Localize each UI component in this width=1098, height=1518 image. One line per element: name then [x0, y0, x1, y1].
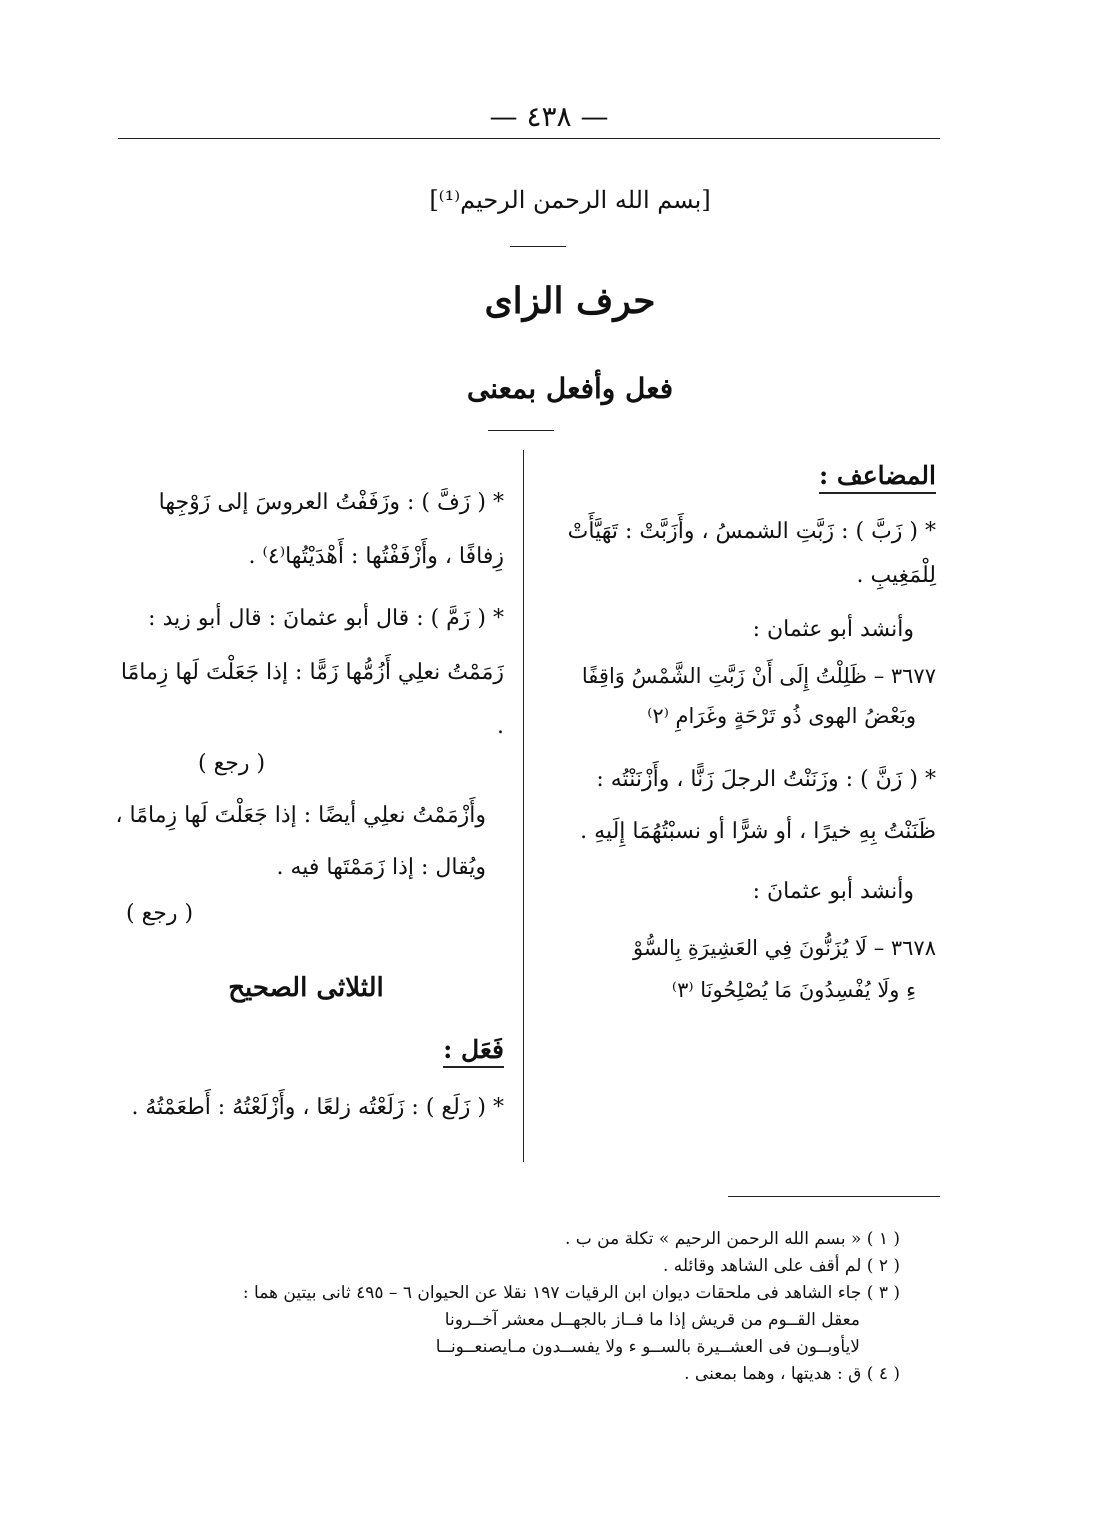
entry-zabba: * ( زَبَّ ) : زَبَّتِ الشمسُ ، وأَزَبَّتْ : تَهَيَّأَتْ لِلْمَغِيبِ . [567, 519, 936, 588]
subheading-thulathi-sahih: الثلاثى الصحيح [228, 973, 384, 1003]
verse-3678-second: ءِ ولَا يُفْسِدُونَ مَا يُصْلِحُونَا ⁽٣⁾ [671, 978, 916, 1002]
footnote-3: ( ٣ ) جاء الشاهد فى ملحقات ديوان ابن الرقيات ١٩٧ نقلا عن الحيوان ٦ – ٤٩٥ ثانى بيتين هما : [242, 1283, 900, 1303]
entry-zanna: * ( زَنَّ ) : وزَنَنْتُ الرجلَ زَنًّا ، وأَزْنَنْتُه : ظَنَنْتُ بِهِ خيرًا ، أو شرًّا أو نسبْتُهُمَا إِلَيهِ . [580, 767, 936, 844]
footnote-rule [728, 1196, 940, 1197]
verse-3678-first: ٣٦٧٨ – لَا يُزَنُّونَ فِي العَشِيرَةِ بِالسُّوْ [633, 936, 936, 960]
reference-raja-1: ( رجع ) [198, 751, 266, 776]
form-heading-faala [108, 1034, 504, 1066]
title-separator [510, 246, 566, 247]
footnote-3-verse-1: معقل القــوم من قريش إذا ما فــاز بالجهــل معشر آخــرونا [444, 1310, 860, 1330]
verse-3677-second: وبَعْضُ الهوى ذُو تَرْحَةٍ وغَرَامِ ⁽٢⁾ [647, 704, 916, 728]
footnote-3-verse-2: لايأوبــون فى العشــيرة بالســو ء ولا يفســدون مـايصنعــونــا [435, 1337, 860, 1357]
page-number: — ٤٣٨ — [489, 100, 609, 133]
quote-abu-uthman-1: وأنشد أبو عثمان : [752, 617, 914, 642]
entry-azmamt: وأَزْمَمْتُ نعلِي أيضًا : إذا جَعَلْتَ لَها زِمامًا ، ويُقال : إذا زَمَمْتَها فيه . [115, 803, 486, 880]
footnotes [140, 1226, 900, 1388]
reference-raja-2: ( رجع ) [126, 901, 194, 926]
left-column [108, 476, 504, 1130]
footnote-4: ( ٤ ) ق : هديتها ، وهما بمعنى . [684, 1364, 900, 1384]
footnote-2: ( ٢ ) لم أقف على الشاهد وقائله . [662, 1256, 900, 1276]
header-rule [118, 138, 940, 139]
section-title: فعل وأفعل بمعنى [466, 372, 674, 405]
entry-zalaa: * ( زَلَع ) : زَلَعْتُه زلعًا ، وأَزْلَعْتُهُ : أَطعَمْتُهُ . [131, 1095, 504, 1120]
entry-zaffa: * ( زَفَّ ) : وزَفَفْتُ العروسَ إلى زَوْجِها زِفافًا ، وأَزْفَفْتُها : أَهْدَيْتُها⁽٤⁾ . [158, 490, 504, 569]
chapter-title: حرف الزاى [484, 280, 656, 322]
quote-abu-uthman-2: وأنشد أبو عثمانَ : [752, 879, 914, 904]
verse-3677-first: ٣٦٧٧ – ظَلِلْتُ إِلَى أَنْ زَبَّتِ الشَّمْسُ وَاقِفًا [581, 664, 936, 688]
footnote-1: ( ١ ) « بسم الله الرحمن الرحيم » تكلة من ب . [564, 1229, 900, 1249]
section-separator [488, 430, 554, 431]
form-heading-label: فَعَل : [443, 1035, 504, 1068]
heading-mudaaf: المضاعف : [819, 461, 936, 494]
column-divider [523, 450, 524, 1162]
entry-zamma: * ( زَمَّ ) : قال أبو عثمانَ : قال أبو زيد : زَمَمْتُ نعلِي أَزُمُّها زَمًّا : إذا جَعَلْتَ لَها زِمامًا . [120, 606, 504, 739]
right-column [540, 460, 936, 1006]
basmala: [بسم الله الرحمن الرحيم⁽¹⁾] [429, 186, 711, 214]
